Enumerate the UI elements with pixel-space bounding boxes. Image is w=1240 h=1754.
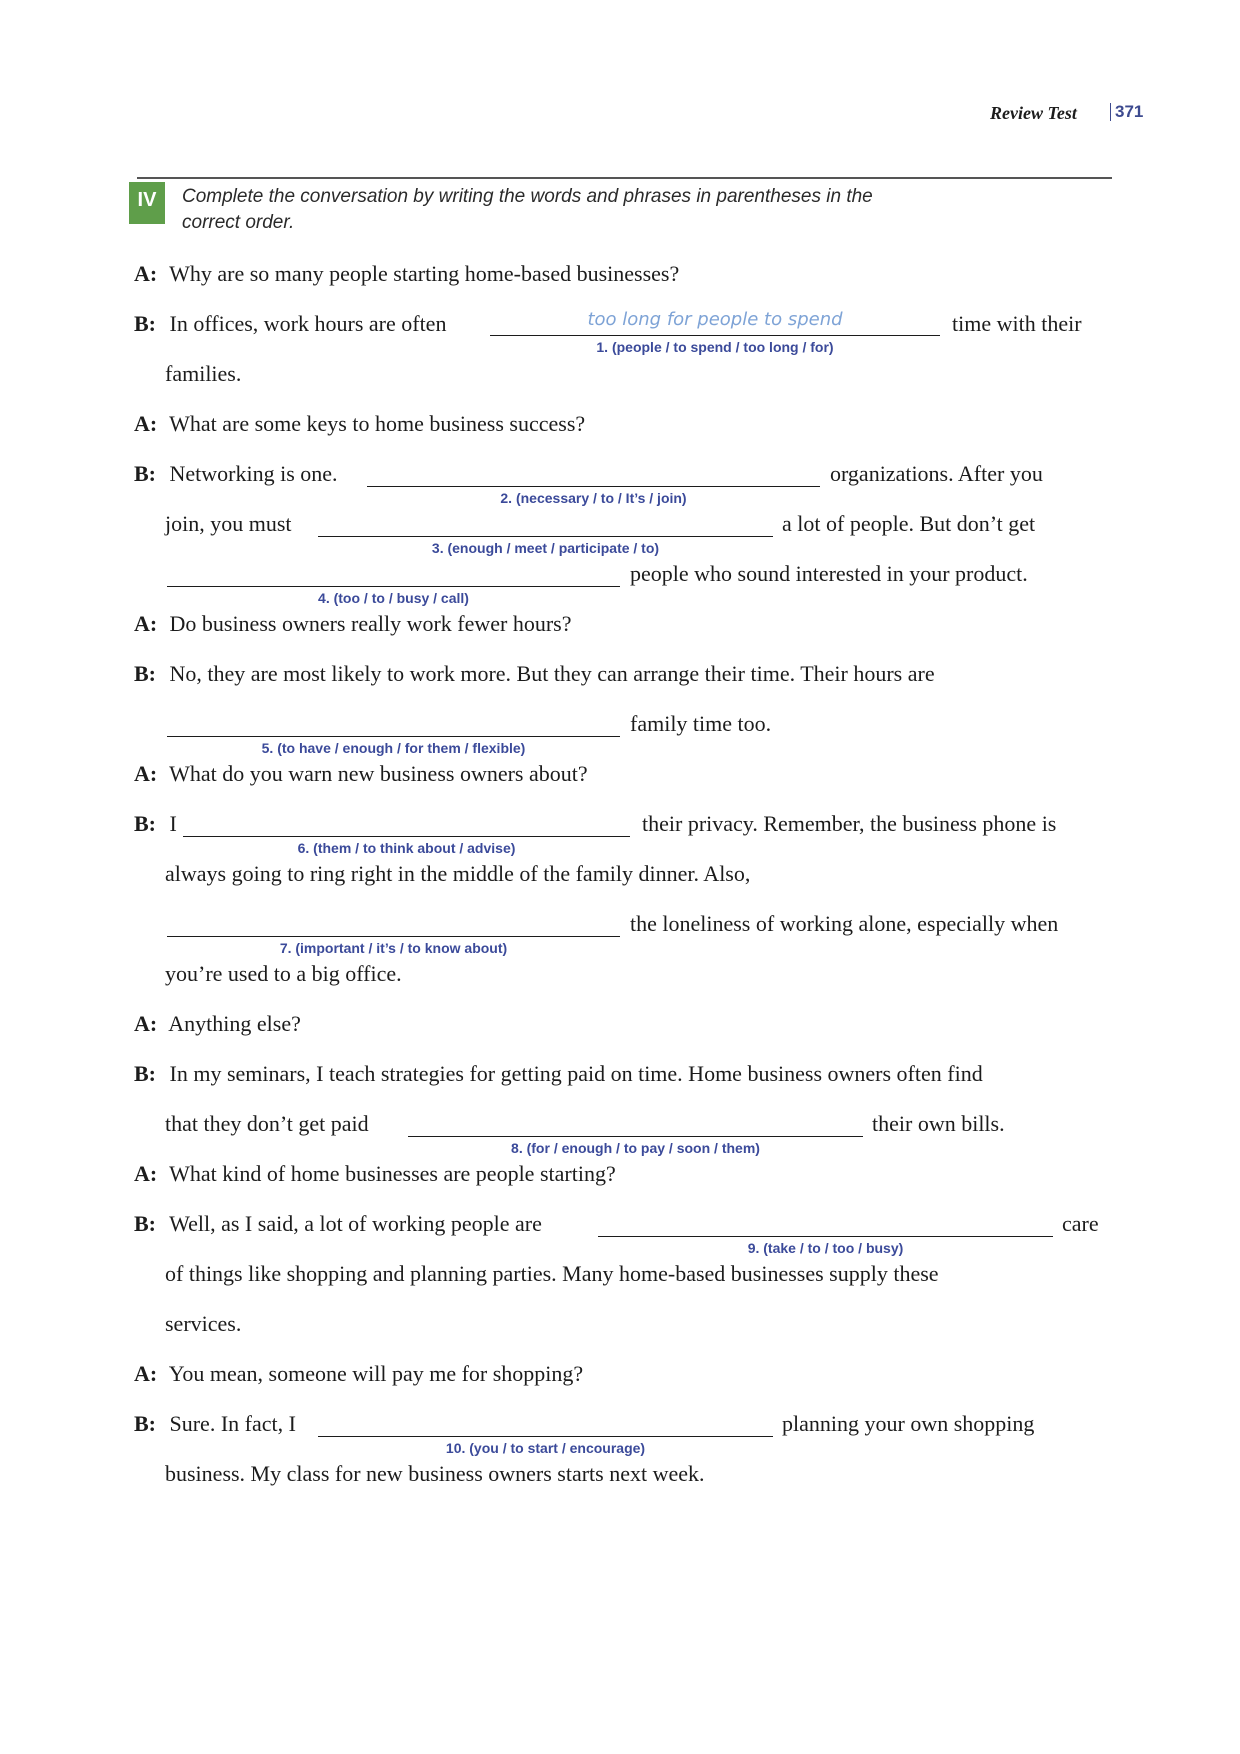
dialogue-text: you’re used to a big office. <box>165 961 402 986</box>
dialogue-text: In offices, work hours are often <box>169 311 447 336</box>
speaker-label: B: <box>134 1211 156 1236</box>
dialogue-text: Well, as I said, a lot of working people are <box>169 1211 542 1236</box>
dialogue-line <box>134 1410 296 1438</box>
answer-blank-10[interactable] <box>318 1436 773 1437</box>
dialogue-line <box>134 260 679 288</box>
hint-8: 8. (for / enough / to pay / soon / them) <box>511 1140 760 1156</box>
dialogue-text: Anything else? <box>168 1011 301 1036</box>
answer-blank-8[interactable] <box>408 1136 863 1137</box>
page-number: 371 <box>1110 103 1143 121</box>
hint-5: 5. (to have / enough / for them / flexible) <box>261 740 526 756</box>
speaker-label: A: <box>134 261 158 286</box>
answer-1: too long for people to spend <box>587 309 843 330</box>
dialogue-text: that they don’t get paid <box>165 1111 369 1136</box>
dialogue-text: their privacy. Remember, the business phone is <box>642 811 1057 836</box>
answer-blank-1[interactable] <box>490 335 940 336</box>
speaker-label: B: <box>134 1061 156 1086</box>
dialogue-text: Sure. In fact, I <box>169 1411 296 1436</box>
speaker-label: B: <box>134 811 156 836</box>
dialogue-text: business. My class for new business owners starts next week. <box>165 1461 705 1486</box>
speaker-label: B: <box>134 1411 156 1436</box>
dialogue-text: What kind of home businesses are people starting? <box>169 1161 616 1186</box>
dialogue-text: a lot of people. But don’t get <box>782 511 1036 536</box>
dialogue-line <box>134 1010 301 1038</box>
dialogue-line <box>134 1360 583 1388</box>
dialogue-line <box>134 460 338 488</box>
answer-blank-6[interactable] <box>183 836 630 837</box>
speaker-label: B: <box>134 461 156 486</box>
dialogue-text: care <box>1062 1211 1099 1236</box>
dialogue-line <box>134 1160 616 1188</box>
dialogue-text: people who sound interested in your product. <box>630 561 1028 586</box>
dialogue-text: time with their <box>952 311 1082 336</box>
answer-blank-4[interactable] <box>167 586 620 587</box>
dialogue-text: In my seminars, I teach strategies for getting paid on time. Home business owners often find <box>169 1061 983 1086</box>
dialogue-text: of things like shopping and planning parties. Many home-based businesses supply these <box>165 1261 939 1286</box>
dialogue-text: join, you must <box>165 511 292 536</box>
answer-blank-7[interactable] <box>167 936 620 937</box>
speaker-label: B: <box>134 311 156 336</box>
dialogue-text: families. <box>165 361 242 386</box>
speaker-label: A: <box>134 1011 158 1036</box>
hint-4: 4. (too / to / busy / call) <box>318 590 469 606</box>
speaker-label: A: <box>134 761 158 786</box>
dialogue-text: I <box>169 811 177 836</box>
dialogue-text: Networking is one. <box>169 461 338 486</box>
instructions-line-1: Complete the conversation by writing the words and phrases in parentheses in the <box>182 186 873 207</box>
dialogue-text: services. <box>165 1311 242 1336</box>
dialogue-text: Why are so many people starting home-based businesses? <box>169 261 680 286</box>
dialogue-line <box>134 660 935 688</box>
section-divider <box>137 177 1112 179</box>
answer-blank-9[interactable] <box>598 1236 1053 1237</box>
dialogue-line <box>134 410 585 438</box>
dialogue-text: planning your own shopping <box>782 1411 1035 1436</box>
dialogue-text: the loneliness of working alone, especially when <box>630 911 1059 936</box>
dialogue-line <box>134 810 177 838</box>
dialogue-text: their own bills. <box>872 1111 1005 1136</box>
section-instructions <box>182 184 962 236</box>
hint-9: 9. (take / to / too / busy) <box>747 1240 904 1256</box>
dialogue-line <box>134 1060 983 1088</box>
speaker-label: B: <box>134 661 156 686</box>
dialogue-text: No, they are most likely to work more. But they can arrange their time. Their hours are <box>169 661 935 686</box>
answer-blank-3[interactable] <box>318 536 773 537</box>
hint-3: 3. (enough / meet / participate / to) <box>431 540 660 556</box>
dialogue-text: Do business owners really work fewer hours? <box>169 611 572 636</box>
hint-2: 2. (necessary / to / It’s / join) <box>500 490 687 506</box>
instructions-line-2: correct order. <box>182 212 295 233</box>
hint-1: 1. (people / to spend / too long / for) <box>596 339 834 355</box>
speaker-label: A: <box>134 411 158 436</box>
hint-10: 10. (you / to start / encourage) <box>445 1440 646 1456</box>
dialogue-text: What are some keys to home business success? <box>169 411 586 436</box>
dialogue-text: What do you warn new business owners about? <box>169 761 588 786</box>
speaker-label: A: <box>134 1161 158 1186</box>
answer-blank-5[interactable] <box>167 736 620 737</box>
speaker-label: A: <box>134 1361 158 1386</box>
answer-blank-2[interactable] <box>367 486 820 487</box>
dialogue-line <box>134 610 572 638</box>
dialogue-text: organizations. After you <box>830 461 1043 486</box>
section-badge: IV <box>129 182 165 224</box>
dialogue-line <box>134 1210 542 1238</box>
dialogue-text: always going to ring right in the middle of the family dinner. Also, <box>165 861 751 886</box>
dialogue-line <box>134 760 588 788</box>
dialogue-text: family time too. <box>630 711 772 736</box>
page-header-title: Review Test <box>990 103 1077 123</box>
dialogue-text: You mean, someone will pay me for shopping? <box>168 1361 584 1386</box>
hint-6: 6. (them / to think about / advise) <box>297 840 516 856</box>
speaker-label: A: <box>134 611 158 636</box>
hint-7: 7. (important / it’s / to know about) <box>279 940 508 956</box>
dialogue-line <box>134 310 446 338</box>
